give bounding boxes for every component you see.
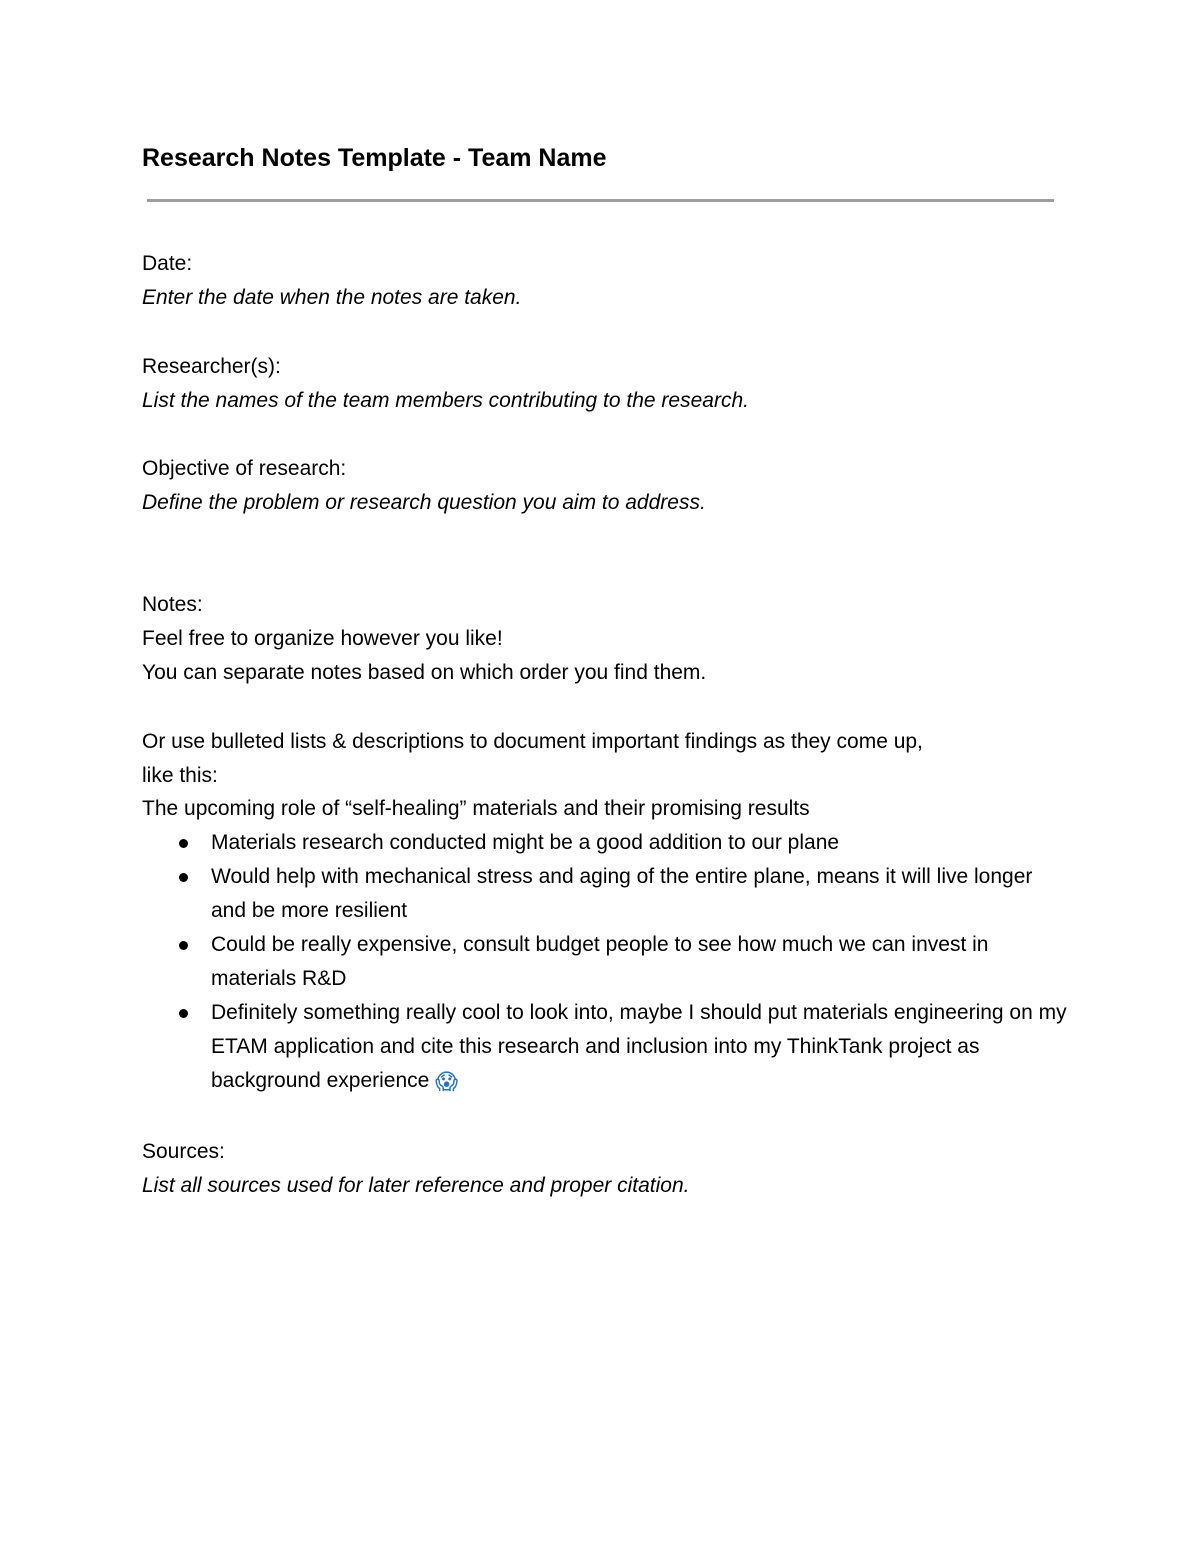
list-item (142, 996, 1072, 1100)
screaming-face-emoji-icon: 😱 (435, 1070, 459, 1095)
objective-hint: Define the problem or research question you aim to address. (142, 491, 706, 514)
list-item-text: Would help with mechanical stress and aging of the entire plane, means it will live longer and be more resilient (211, 865, 1033, 922)
bullet-icon (179, 941, 188, 950)
notes-line: You can separate notes based on which order you find them. (142, 661, 707, 684)
notes-line: Feel free to organize however you like! (142, 627, 503, 650)
list-item-text: Could be really expensive, consult budget people to see how much we can invest in materials R&D (211, 933, 989, 990)
objective-label: Objective of research: (142, 457, 347, 480)
findings-list (142, 826, 1072, 1100)
notes-line: like this: (142, 764, 218, 787)
list-item (142, 826, 1072, 860)
list-item (142, 860, 1072, 928)
date-label: Date: (142, 252, 193, 275)
bullet-icon (179, 1009, 188, 1018)
list-item-text: Materials research conducted might be a good addition to our plane (211, 831, 840, 854)
sources-hint: List all sources used for later reference and proper citation. (142, 1174, 690, 1197)
notes-line: Or use bulleted lists & descriptions to document important findings as they come up, (142, 730, 923, 753)
date-hint: Enter the date when the notes are taken. (142, 286, 522, 309)
bullet-icon (179, 839, 188, 848)
notes-label: Notes: (142, 593, 203, 616)
list-item-text: Definitely something really cool to look into, maybe I should put materials engineering on my ETAM application and cite this research and inclusion into my ThinkTank project as background experience (211, 1001, 1067, 1092)
horizontal-rule (147, 199, 1054, 202)
researchers-hint: List the names of the team members contributing to the research. (142, 389, 749, 412)
sources-label: Sources: (142, 1140, 225, 1163)
researchers-label: Researcher(s): (142, 355, 281, 378)
list-item (142, 928, 1072, 996)
bullet-icon (179, 873, 188, 882)
notes-subheading: The upcoming role of “self-healing” materials and their promising results (142, 797, 810, 820)
document-title: Research Notes Template - Team Name (142, 144, 607, 172)
